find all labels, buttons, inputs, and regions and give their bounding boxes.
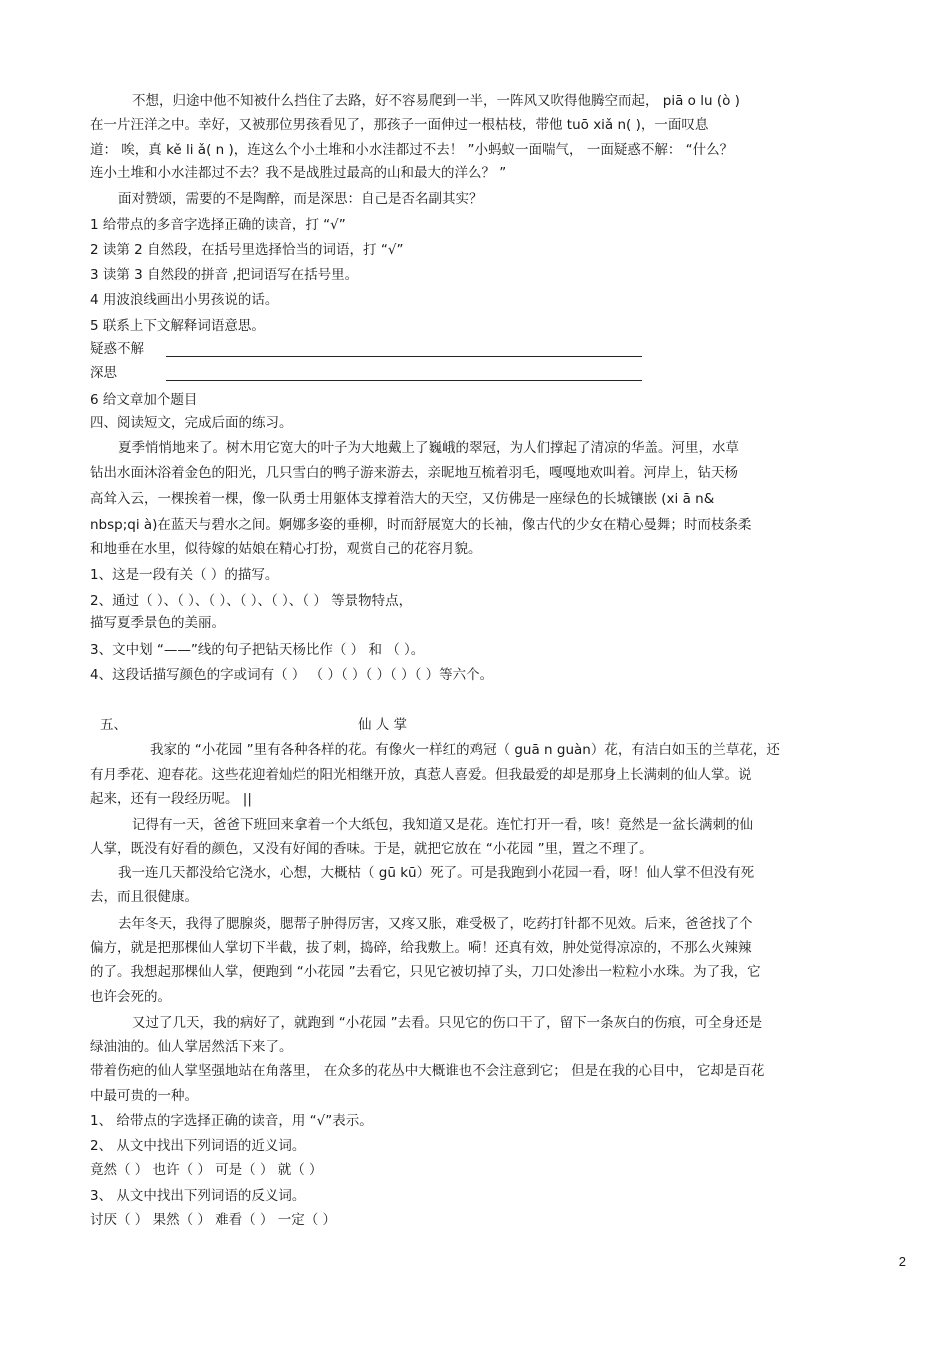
answer-line[interactable]	[166, 356, 642, 357]
passage-line: 去，而且很健康。	[90, 889, 198, 905]
passage-line: 绿油油的。仙人掌居然活下来了。	[90, 1039, 293, 1055]
question: 描写夏季景色的美丽。	[90, 615, 225, 631]
passage-line: 钻出水面沐浴着金色的阳光，几只雪白的鸭子游来游去，亲昵地互梳着羽毛，嘎嘎地欢叫着。河岸上，钻天杨	[90, 465, 738, 481]
question: 讨厌（ ） 果然（ ） 难看（ ） 一定（ ）	[90, 1212, 337, 1228]
word-label: 疑惑不解	[90, 341, 144, 357]
passage-line: 面对赞颂，需要的不是陶醉，而是深思：自己是否名副其实？	[118, 191, 483, 207]
section-number: 五、	[100, 717, 127, 733]
answer-line[interactable]	[166, 380, 642, 381]
passage-line: 偏方，就是把那棵仙人掌切下半截，拔了刺，捣碎，给我敷上。嗬！还真有效，肿处觉得凉凉的，不那么火辣辣	[90, 940, 752, 956]
passage-line: 人掌，既没有好看的颜色，又没有好闻的香味。于是，就把它放在 “小花园 ”里，置之不理了。	[90, 841, 653, 857]
question: 5 联系上下文解释词语意思。	[90, 318, 265, 334]
question: 2、 从文中找出下列词语的近义词。	[90, 1138, 306, 1154]
passage-line: 又过了几天，我的病好了，就跑到 “小花园 ”去看。只见它的伤口干了，留下一条灰白的伤痕，可全身还是	[132, 1015, 763, 1031]
section-title: 仙 人 掌	[358, 717, 408, 733]
question: 4、这段话描写颜色的字或词有（ ） （ ）（ ）（ ）（ ）（ ）等六个。	[90, 667, 494, 683]
passage-line: 道： 唉，真 kě li ǎ( n )，连这么个小土堆和小水洼都过不去！ ”小蚂蚁一面喘气， 一面疑惑不解： “什么？	[90, 142, 734, 158]
passage-line: 夏季悄悄地来了。树木用它宽大的叶子为大地戴上了巍峨的翠冠，为人们撑起了清凉的华盖。河里，水草	[118, 440, 739, 456]
passage-line: 也许会死的。	[90, 989, 171, 1005]
question: 6 给文章加个题目	[90, 392, 198, 408]
page-number: 2	[898, 1254, 906, 1269]
question: 1、这是一段有关（ ）的描写。	[90, 567, 279, 583]
passage-line: 连小土堆和小水洼都过不去？我不是战胜过最高的山和最大的洋么？ ”	[90, 165, 507, 181]
passage-line: 起来，还有一段经历呢。 ||	[90, 791, 252, 807]
passage-line: 不想，归途中他不知被什么挡住了去路，好不容易爬到一半，一阵风又吹得他腾空而起， piā o lu (ò )	[132, 93, 740, 109]
section-heading: 四、阅读短文，完成后面的练习。	[90, 415, 293, 431]
passage-line: 记得有一天，爸爸下班回来拿着一个大纸包，我知道又是花。连忙打开一看，咳！竟然是一盆长满刺的仙	[132, 817, 753, 833]
question: 1、 给带点的字选择正确的读音，用 “√”表示。	[90, 1113, 373, 1129]
question: 2 读第 2 自然段，在括号里选择恰当的词语，打 “√”	[90, 242, 404, 258]
passage-line: 在一片汪洋之中。幸好，又被那位男孩看见了，那孩子一面伸过一根枯枝，带他 tuō xiǎ n( )，一面叹息	[90, 117, 709, 133]
passage-line: 高耸入云，一棵挨着一棵，像一队勇士用躯体支撑着浩大的天空，又仿佛是一座绿色的长城镶嵌 (xi ā n&	[90, 491, 715, 507]
passage-line: 的了。我想起那棵仙人掌，便跑到 “小花园 ”去看它，只见它被切掉了头，刀口处渗出一粒粒小水珠。为了我，它	[90, 964, 761, 980]
passage-line: 我家的 “小花园 ”里有各种各样的花。有像火一样红的鸡冠（ guā n guàn）花，有洁白如玉的兰草花，还	[150, 742, 780, 758]
question: 3 读第 3 自然段的拼音 ,把词语写在括号里。	[90, 267, 359, 283]
passage-line: 有月季花、迎春花。这些花迎着灿烂的阳光相继开放，真惹人喜爱。但我最爱的却是那身上长满刺的仙人掌。说	[90, 767, 752, 783]
question: 竟然（ ） 也许（ ） 可是（ ） 就（ ）	[90, 1162, 323, 1178]
passage-line: 我一连几天都没给它浇水，心想，大概枯（ gū kū）死了。可是我跑到小花园一看，呀！仙人掌不但没有死	[118, 865, 755, 881]
passage-line: 去年冬天，我得了腮腺炎，腮帮子肿得厉害，又疼又胀，难受极了，吃药打针都不见效。后来，爸爸找了个	[118, 916, 753, 932]
passage-line: 中最可贵的一种。	[90, 1088, 198, 1104]
question: 3、 从文中找出下列词语的反义词。	[90, 1188, 306, 1204]
question: 3、文中划 “——”线的句子把钻天杨比作（ ） 和 （ ）。	[90, 642, 425, 658]
word-label: 深思	[90, 365, 117, 381]
question: 2、通过（ ）、（ ）、（ ）、（ ）、（ ）、（ ） 等景物特点，	[90, 593, 413, 609]
passage-line: 和地垂在水里，似待嫁的姑娘在精心打扮，观赏自己的花容月貌。	[90, 541, 482, 557]
passage-line: 带着伤疤的仙人掌坚强地站在角落里， 在众多的花丛中大概谁也不会注意到它； 但是在我的心目中， 它却是百花	[90, 1063, 765, 1079]
question: 1 给带点的多音字选择正确的读音，打 “√”	[90, 217, 346, 233]
passage-line: nbsp;qi à)在蓝天与碧水之间。婀娜多姿的垂柳，时而舒展宽大的长袖，像古代的少女在精心曼舞；时而枝条柔	[90, 517, 752, 533]
question: 4 用波浪线画出小男孩说的话。	[90, 292, 279, 308]
